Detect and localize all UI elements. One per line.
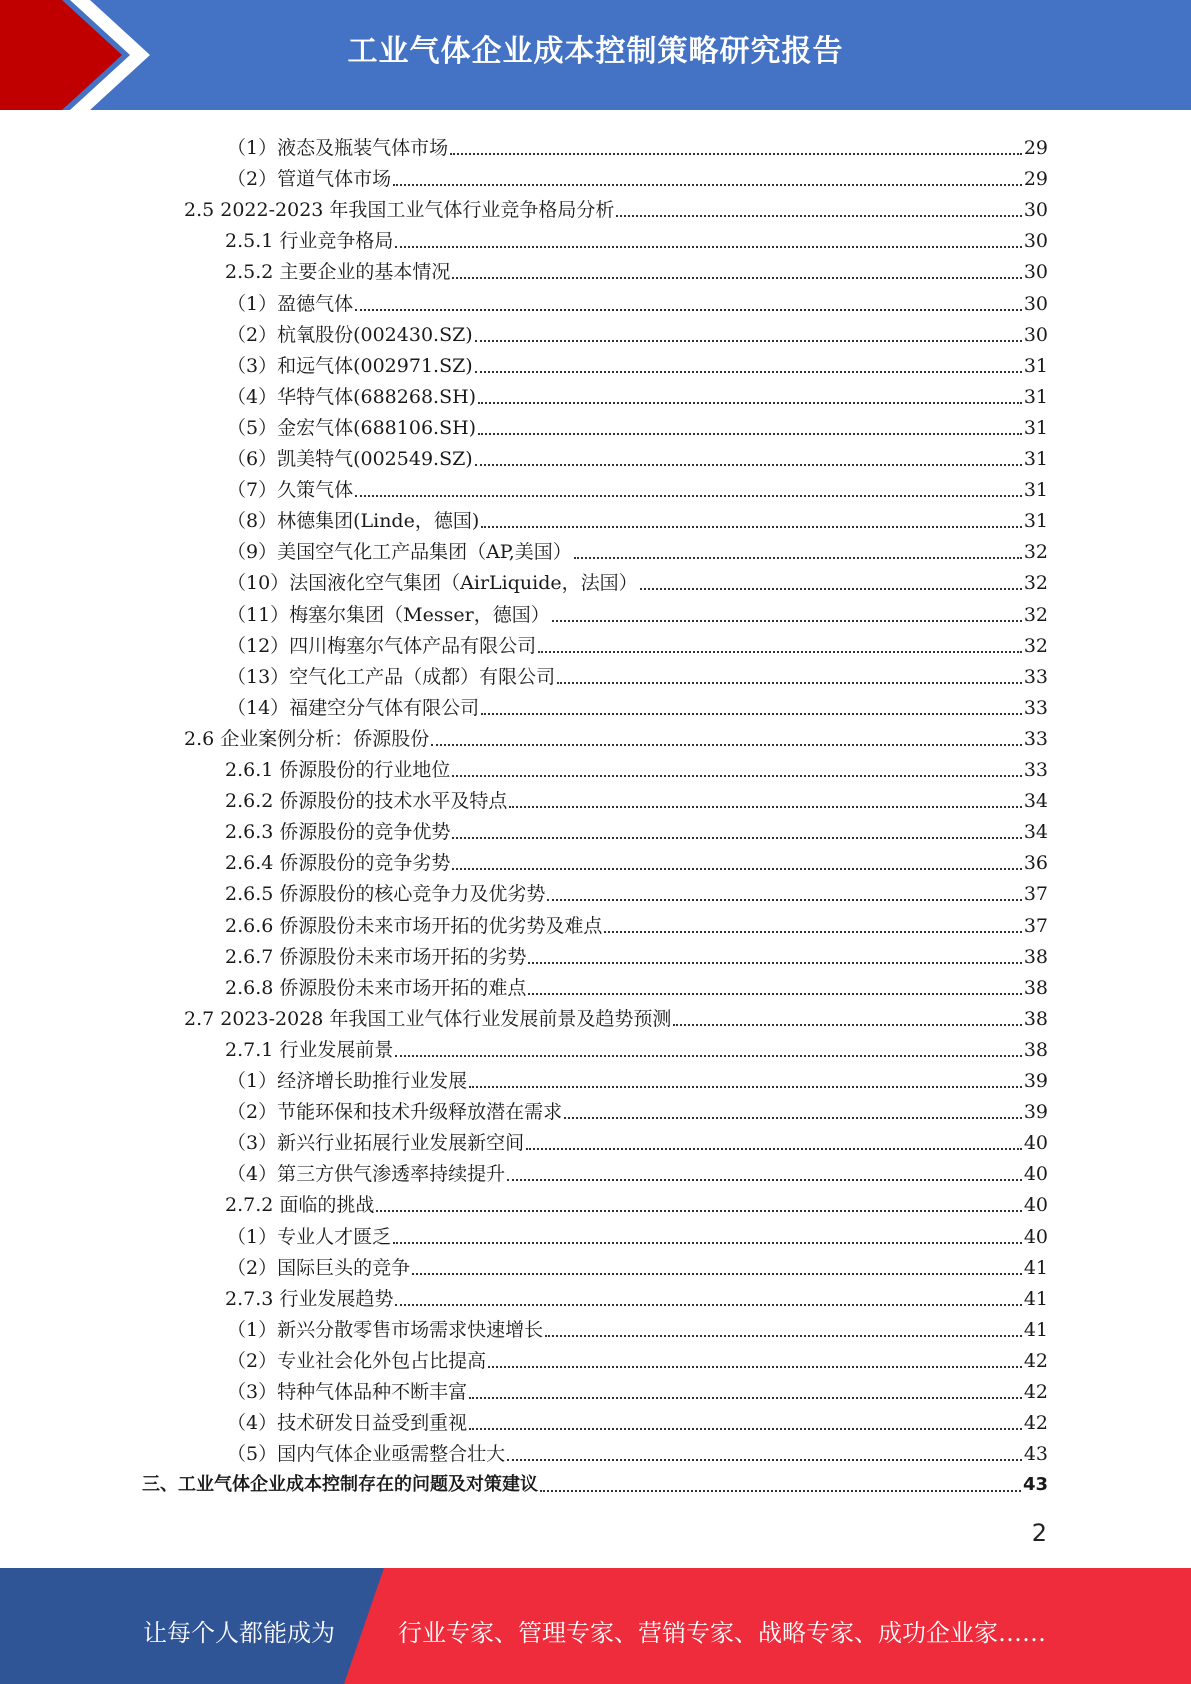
toc-entry-page: 41 bbox=[1023, 1287, 1048, 1310]
toc-entry[interactable] bbox=[227, 595, 1048, 626]
toc-dot-leader bbox=[481, 713, 1022, 715]
toc-dot-leader bbox=[475, 371, 1022, 373]
toc-entry-page: 33 bbox=[1023, 759, 1048, 781]
toc-entry-page: 29 bbox=[1023, 137, 1048, 159]
toc-entry-page: 43 bbox=[1023, 1443, 1048, 1466]
toc-entry-page: 36 bbox=[1023, 852, 1048, 875]
toc-dot-leader bbox=[393, 1242, 1022, 1244]
toc-entry-title: （4）技术研发日益受到重视 bbox=[227, 1412, 468, 1435]
toc-entry-page: 34 bbox=[1023, 821, 1048, 844]
toc-dot-leader bbox=[507, 1459, 1022, 1461]
toc-entry-page: 40 bbox=[1023, 1194, 1048, 1217]
toc-entry-page: 40 bbox=[1023, 1163, 1048, 1186]
toc-entry[interactable] bbox=[225, 1030, 1048, 1061]
toc-entry[interactable] bbox=[227, 1092, 1048, 1123]
toc-dot-leader bbox=[395, 1304, 1021, 1306]
toc-entry-title: （1）新兴分散零售市场需求快速增长 bbox=[227, 1318, 544, 1341]
toc-entry-title: （2）专业社会化外包占比提高 bbox=[227, 1349, 487, 1372]
toc-entry[interactable] bbox=[227, 688, 1048, 719]
toc-entry-page: 31 bbox=[1023, 385, 1048, 408]
toc-entry-title: （2）国际巨头的竞争 bbox=[227, 1256, 411, 1279]
toc-entry[interactable] bbox=[227, 626, 1048, 657]
toc-entry-title: （4）第三方供气渗透率持续提升 bbox=[227, 1163, 506, 1186]
toc-entry[interactable] bbox=[227, 1310, 1048, 1341]
toc-entry-page: 30 bbox=[1023, 199, 1048, 222]
toc-dot-leader bbox=[574, 557, 1022, 559]
toc-dot-leader bbox=[507, 1179, 1022, 1181]
toc-entry[interactable] bbox=[227, 377, 1048, 408]
toc-entry-page: 42 bbox=[1023, 1381, 1048, 1403]
toc-entry[interactable] bbox=[184, 190, 1048, 221]
toc-entry-title: （2）杭氧股份(002430.SZ) bbox=[227, 323, 473, 346]
toc-dot-leader bbox=[395, 246, 1021, 248]
toc-entry-title: （6）凯美特气(002549.SZ) bbox=[227, 448, 473, 470]
toc-entry-page: 32 bbox=[1023, 603, 1048, 626]
toc-entry[interactable] bbox=[225, 968, 1048, 999]
toc-entry-page: 42 bbox=[1023, 1349, 1048, 1372]
toc-dot-leader bbox=[604, 931, 1021, 933]
toc-dot-leader bbox=[469, 1428, 1022, 1430]
toc-dot-leader bbox=[526, 1148, 1022, 1150]
toc-entry-title: 2.6.1 侨源股份的行业地位 bbox=[225, 759, 451, 781]
toc-entry[interactable] bbox=[184, 719, 1048, 750]
toc-entry[interactable] bbox=[225, 843, 1048, 874]
toc-entry-page: 42 bbox=[1023, 1412, 1048, 1435]
toc-entry[interactable] bbox=[184, 999, 1048, 1030]
toc-dot-leader bbox=[509, 806, 1021, 808]
toc-entry-title: （3）新兴行业拓展行业发展新空间 bbox=[227, 1132, 525, 1155]
toc-entry-page: 30 bbox=[1023, 323, 1048, 346]
toc-entry-title: （1）经济增长助推行业发展 bbox=[227, 1070, 468, 1092]
toc-entry[interactable] bbox=[227, 501, 1048, 532]
toc-entry[interactable] bbox=[227, 532, 1048, 563]
toc-entry[interactable] bbox=[225, 1279, 1048, 1310]
toc-dot-leader bbox=[481, 526, 1022, 528]
toc-dot-leader bbox=[452, 868, 1021, 870]
toc-entry-title: （1）液态及瓶装气体市场 bbox=[227, 137, 449, 159]
page-header bbox=[0, 0, 1191, 110]
toc-entry[interactable] bbox=[227, 563, 1048, 594]
toc-entry[interactable] bbox=[227, 1123, 1048, 1154]
toc-entry[interactable] bbox=[225, 937, 1048, 968]
toc-dot-leader bbox=[616, 215, 1021, 217]
toc-entry[interactable] bbox=[225, 221, 1048, 252]
page-footer bbox=[0, 1568, 1191, 1684]
toc-entry-title: （13）空气化工产品（成都）有限公司 bbox=[227, 665, 556, 688]
toc-entry-title: （14）福建空分气体有限公司 bbox=[227, 696, 480, 719]
toc-entry-title: 2.6.6 侨源股份未来市场开拓的优劣势及难点 bbox=[225, 914, 603, 937]
toc-dot-leader bbox=[395, 1055, 1021, 1057]
toc-entry-page: 31 bbox=[1023, 448, 1048, 470]
toc-entry-title: （2）节能环保和技术升级释放潜在需求 bbox=[227, 1101, 563, 1124]
footer-slogan-left: 让每个人都能成为 bbox=[143, 1619, 335, 1647]
toc-entry-page: 30 bbox=[1023, 261, 1048, 284]
toc-entry-title: （11）梅塞尔集团（Messer，德国） bbox=[227, 603, 550, 626]
toc-dot-leader bbox=[376, 1210, 1021, 1212]
toc-dot-leader bbox=[452, 837, 1021, 839]
toc-entry[interactable] bbox=[227, 1341, 1048, 1372]
toc-dot-leader bbox=[478, 402, 1022, 404]
toc-entry-page: 30 bbox=[1023, 292, 1048, 315]
toc-dot-leader bbox=[412, 1273, 1022, 1275]
toc-entry-title: （12）四川梅塞尔气体产品有限公司 bbox=[227, 634, 537, 657]
toc-entry-page: 41 bbox=[1023, 1318, 1048, 1341]
toc-entry[interactable] bbox=[227, 439, 1048, 470]
toc-entry-title: 2.6.4 侨源股份的竞争劣势 bbox=[225, 852, 451, 875]
toc-entry-title: （1）盈德气体 bbox=[227, 292, 354, 315]
toc-entry-title: 2.7.3 行业发展趋势 bbox=[225, 1287, 394, 1310]
toc-entry-title: 2.6 企业案例分析：侨源股份 bbox=[184, 727, 430, 750]
toc-dot-leader bbox=[475, 464, 1022, 466]
page-number: 2 bbox=[1031, 1519, 1047, 1547]
toc-dot-leader bbox=[564, 1117, 1022, 1119]
toc-entry-title: （5）金宏气体(688106.SH) bbox=[227, 416, 477, 439]
toc-entry-title: （10）法国液化空气集团（AirLiquide，法国） bbox=[227, 572, 638, 595]
toc-entry-page: 31 bbox=[1023, 510, 1048, 533]
toc-entry-title: 2.5.1 行业竞争格局 bbox=[225, 230, 394, 253]
toc-entry-title: （9）美国空气化工产品集团（AP,美国） bbox=[227, 541, 572, 564]
document-title: 工业气体企业成本控制策略研究报告 bbox=[347, 34, 844, 69]
toc-entry-page: 38 bbox=[1023, 1007, 1048, 1030]
toc-dot-leader bbox=[640, 588, 1022, 590]
toc-entry-page: 32 bbox=[1023, 572, 1048, 595]
toc-entry-title: 2.6.3 侨源股份的竞争优势 bbox=[225, 821, 451, 844]
toc-entry-page: 31 bbox=[1023, 354, 1048, 377]
toc-dot-leader bbox=[355, 495, 1022, 497]
toc-dot-leader bbox=[488, 1366, 1022, 1368]
toc-entry-title: （2）管道气体市场 bbox=[227, 168, 392, 191]
footer-slogan-right: 行业专家、管理专家、营销专家、战略专家、成功企业家…… bbox=[398, 1619, 1046, 1647]
toc-entry[interactable] bbox=[225, 812, 1048, 843]
toc-dot-leader bbox=[540, 1490, 1021, 1492]
toc-entry-page: 41 bbox=[1023, 1256, 1048, 1279]
toc-entry-title: 2.5 2022-2023 年我国工业气体行业竞争格局分析 bbox=[184, 199, 615, 222]
toc-entry[interactable] bbox=[227, 315, 1048, 346]
toc-dot-leader bbox=[431, 744, 1022, 746]
toc-entry[interactable] bbox=[227, 470, 1048, 501]
toc-entry-title: 2.7.1 行业发展前景 bbox=[225, 1038, 394, 1061]
toc-entry[interactable] bbox=[225, 1185, 1048, 1216]
toc-entry-page: 43 bbox=[1022, 1474, 1048, 1496]
toc-entry-page: 37 bbox=[1023, 914, 1048, 937]
toc-entry-page: 34 bbox=[1023, 790, 1048, 813]
toc-entry[interactable] bbox=[227, 1403, 1048, 1434]
toc-entry-page: 32 bbox=[1023, 634, 1048, 657]
toc-entry[interactable] bbox=[225, 874, 1048, 905]
toc-dot-leader bbox=[452, 277, 1021, 279]
toc-entry-title: 2.7 2023-2028 年我国工业气体行业发展前景及趋势预测 bbox=[184, 1007, 672, 1030]
toc-entry-page: 33 bbox=[1023, 727, 1048, 750]
toc-dot-leader bbox=[673, 1024, 1021, 1026]
toc-entry-title: 2.7.2 面临的挑战 bbox=[225, 1194, 375, 1217]
toc-entry[interactable] bbox=[227, 284, 1048, 315]
toc-entry-page: 29 bbox=[1023, 168, 1048, 191]
toc-entry-title: （4）华特气体(688268.SH) bbox=[227, 385, 477, 408]
toc-dot-leader bbox=[478, 433, 1022, 435]
toc-entry[interactable] bbox=[227, 1061, 1048, 1092]
toc-entry-page: 32 bbox=[1023, 541, 1048, 564]
toc-dot-leader bbox=[450, 153, 1022, 155]
toc-entry-page: 33 bbox=[1023, 696, 1048, 719]
toc-entry-title: 2.6.8 侨源股份未来市场开拓的难点 bbox=[225, 976, 527, 999]
toc-entry-page: 40 bbox=[1023, 1225, 1048, 1248]
toc-entry-page: 38 bbox=[1023, 945, 1048, 968]
toc-entry-title: （7）久策气体 bbox=[227, 479, 354, 502]
toc-entry-title: （8）林德集团(Linde，德国) bbox=[227, 510, 480, 533]
toc-dot-leader bbox=[452, 775, 1021, 777]
toc-entry-title: （3）和远气体(002971.SZ) bbox=[227, 354, 473, 377]
toc-dot-leader bbox=[528, 962, 1021, 964]
toc-dot-leader bbox=[547, 899, 1021, 901]
toc-entry-page: 39 bbox=[1023, 1101, 1048, 1124]
toc-entry[interactable] bbox=[142, 1465, 1048, 1496]
toc-entry-page: 40 bbox=[1023, 1132, 1048, 1155]
toc-dot-leader bbox=[552, 620, 1022, 622]
toc-dot-leader bbox=[393, 184, 1022, 186]
toc-entry[interactable] bbox=[227, 657, 1048, 688]
toc-entry[interactable] bbox=[227, 1217, 1048, 1248]
toc-dot-leader bbox=[475, 340, 1022, 342]
toc-entry[interactable] bbox=[227, 1372, 1048, 1403]
toc-entry-title: 2.5.2 主要企业的基本情况 bbox=[225, 261, 451, 284]
toc-entry-title: 2.6.2 侨源股份的技术水平及特点 bbox=[225, 790, 508, 813]
toc-entry-page: 39 bbox=[1023, 1070, 1048, 1092]
toc-dot-leader bbox=[557, 682, 1022, 684]
toc-dot-leader bbox=[538, 651, 1022, 653]
toc-entry-page: 31 bbox=[1023, 416, 1048, 439]
toc-entry-title: 2.6.7 侨源股份未来市场开拓的劣势 bbox=[225, 945, 527, 968]
toc-entry[interactable] bbox=[227, 1154, 1048, 1185]
toc-entry-title: （5）国内气体企业亟需整合壮大 bbox=[227, 1443, 506, 1466]
toc-entry-page: 30 bbox=[1023, 230, 1048, 253]
toc-dot-leader bbox=[528, 993, 1021, 995]
toc-entry[interactable] bbox=[225, 252, 1048, 283]
toc-entry-page: 38 bbox=[1023, 976, 1048, 999]
toc-entry[interactable] bbox=[227, 128, 1048, 159]
toc-entry-title: 2.6.5 侨源股份的核心竞争力及优劣势 bbox=[225, 883, 546, 906]
toc-entry-page: 38 bbox=[1023, 1038, 1048, 1061]
toc-entry[interactable] bbox=[227, 408, 1048, 439]
toc-entry-page: 37 bbox=[1023, 883, 1048, 906]
toc-entry[interactable] bbox=[227, 346, 1048, 377]
toc-entry[interactable] bbox=[225, 906, 1048, 937]
toc-dot-leader bbox=[469, 1397, 1022, 1399]
toc-entry-title: （3）特种气体品种不断丰富 bbox=[227, 1381, 468, 1403]
toc-entry[interactable] bbox=[225, 750, 1048, 781]
toc-entry-page: 31 bbox=[1023, 479, 1048, 502]
toc-dot-leader bbox=[545, 1335, 1022, 1337]
toc-entry-title: 三、工业气体企业成本控制存在的问题及对策建议 bbox=[142, 1474, 538, 1496]
toc-entry[interactable] bbox=[227, 159, 1048, 190]
toc-entry-page: 33 bbox=[1023, 665, 1048, 688]
toc-entry[interactable] bbox=[225, 781, 1048, 812]
toc-entry[interactable] bbox=[227, 1434, 1048, 1465]
toc-entry-title: （1）专业人才匮乏 bbox=[227, 1225, 392, 1248]
toc-dot-leader bbox=[469, 1086, 1022, 1088]
toc-entry[interactable] bbox=[227, 1248, 1048, 1279]
toc-dot-leader bbox=[355, 309, 1022, 311]
